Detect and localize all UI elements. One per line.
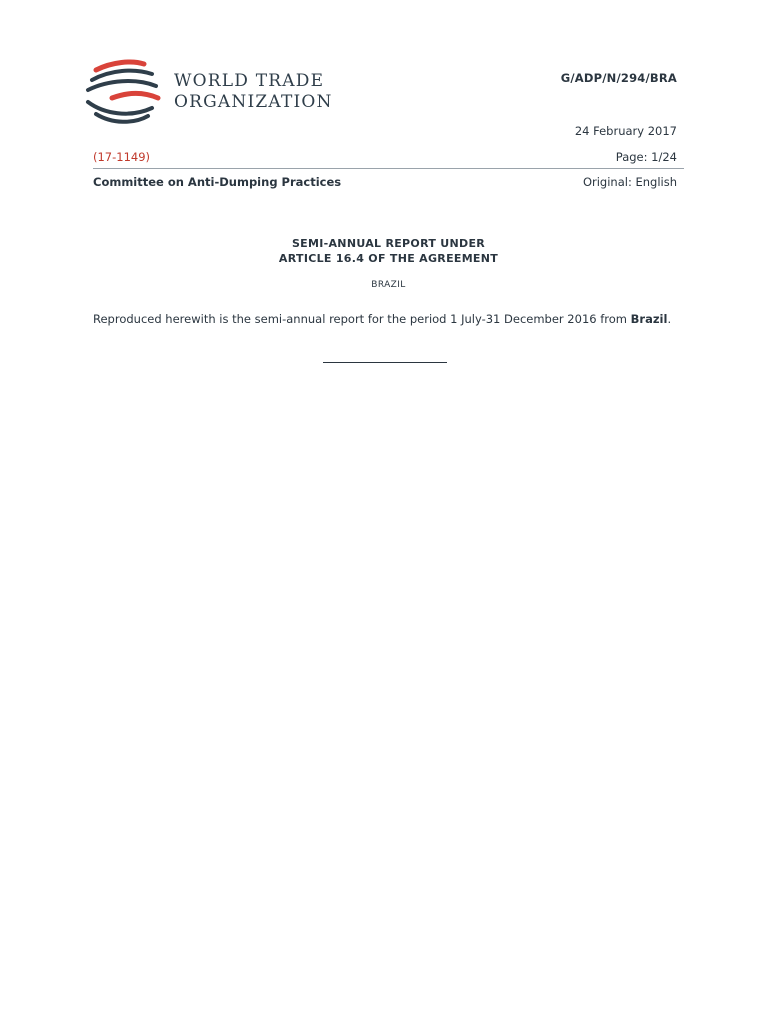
wto-logo-icon <box>82 58 164 128</box>
document-date: 24 February 2017 <box>574 124 677 138</box>
report-title-line2: ARTICLE 16.4 OF THE AGREEMENT <box>278 252 499 265</box>
header-divider <box>93 168 684 169</box>
org-name-line1: WORLD TRADE <box>174 71 325 91</box>
org-name <box>174 71 333 113</box>
wto-logo <box>82 58 342 128</box>
body-end: . <box>667 312 672 326</box>
original-language: Original: English <box>582 175 677 189</box>
report-country: BRAZIL <box>371 280 406 290</box>
end-divider <box>323 362 447 363</box>
report-title <box>93 236 684 266</box>
report-title-line1: SEMI-ANNUAL REPORT UNDER <box>291 237 486 250</box>
document-symbol: G/ADP/N/294/BRA <box>560 71 677 85</box>
page-number: Page: 1/24 <box>615 150 677 164</box>
org-name-line2: ORGANIZATION <box>174 92 333 112</box>
committee-name: Committee on Anti-Dumping Practices <box>93 175 342 189</box>
body-text: Reproduced herewith is the semi-annual report for the period 1 July-31 December 2016 from <box>93 312 631 326</box>
document-number: (17-1149) <box>93 150 151 164</box>
body-country: Brazil <box>630 312 668 326</box>
body-paragraph <box>93 311 684 327</box>
